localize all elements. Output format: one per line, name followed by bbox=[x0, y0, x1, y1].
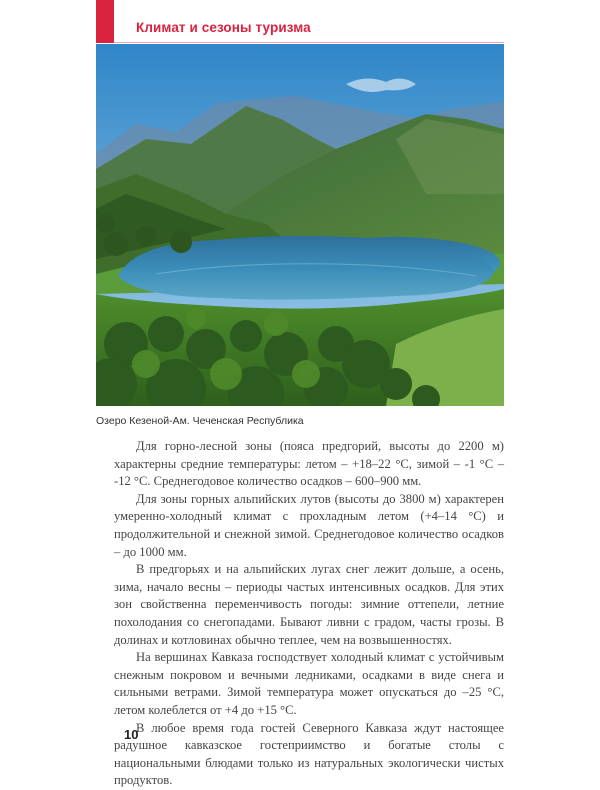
running-title: Климат и сезоны туризма bbox=[136, 20, 311, 35]
photo-caption: Озеро Кезеной-Ам. Чеченская Республика bbox=[96, 415, 304, 427]
page-number: 10 bbox=[124, 727, 139, 742]
paragraph: Для горно-лесной зоны (пояса предгорий, высоты до 2200 м) характерны средние температуры: летом – +18–22 °С, зимой – -1 °С – -12 °С. Среднегодовое количество осадков – 600–900 мм. bbox=[114, 439, 504, 489]
article-body bbox=[114, 438, 504, 790]
paragraph: Для зоны горных альпийских лутов (высоты до 3800 м) характерен умеренно-холодный климат с прохладным летом (+4–14 °С) и продолжительной и снежной зимой. Среднегодовое количество осадков – до 1000 мм. bbox=[114, 491, 504, 559]
paragraph: На вершинах Кавказа господствует холодный климат с устойчивым снежным покровом и вечными ледниками, осадками в виде снега и сильными ветрами. Зимой температура может опускаться до –25 °С, летом колеблется от +4 до +15 °С. bbox=[114, 650, 504, 717]
paragraph: В любое время года гостей Северного Кавказа ждут настоящее радушное кавказское гостеприимство и богатые столы с национальными блюдами только из натуральных экологически чистых продуктов. bbox=[114, 720, 504, 788]
header-divider bbox=[114, 42, 504, 43]
chapter-color-tab bbox=[96, 0, 114, 43]
paragraph: В предгорьях и на альпийских лугах снег лежит дольше, а осень, зима, начало весны – периоды частых интенсивных осадков. Для этих зон свойственна переменчивость погоды: зимние оттепели, летние похолодания со снегопадами. Бывают ливни с градом, часты грозы. В долинах и котловинах обычно теплее, чем на возвышенностях. bbox=[114, 562, 504, 647]
mountain-lake-illustration bbox=[96, 44, 504, 406]
lake-photo bbox=[96, 44, 504, 406]
